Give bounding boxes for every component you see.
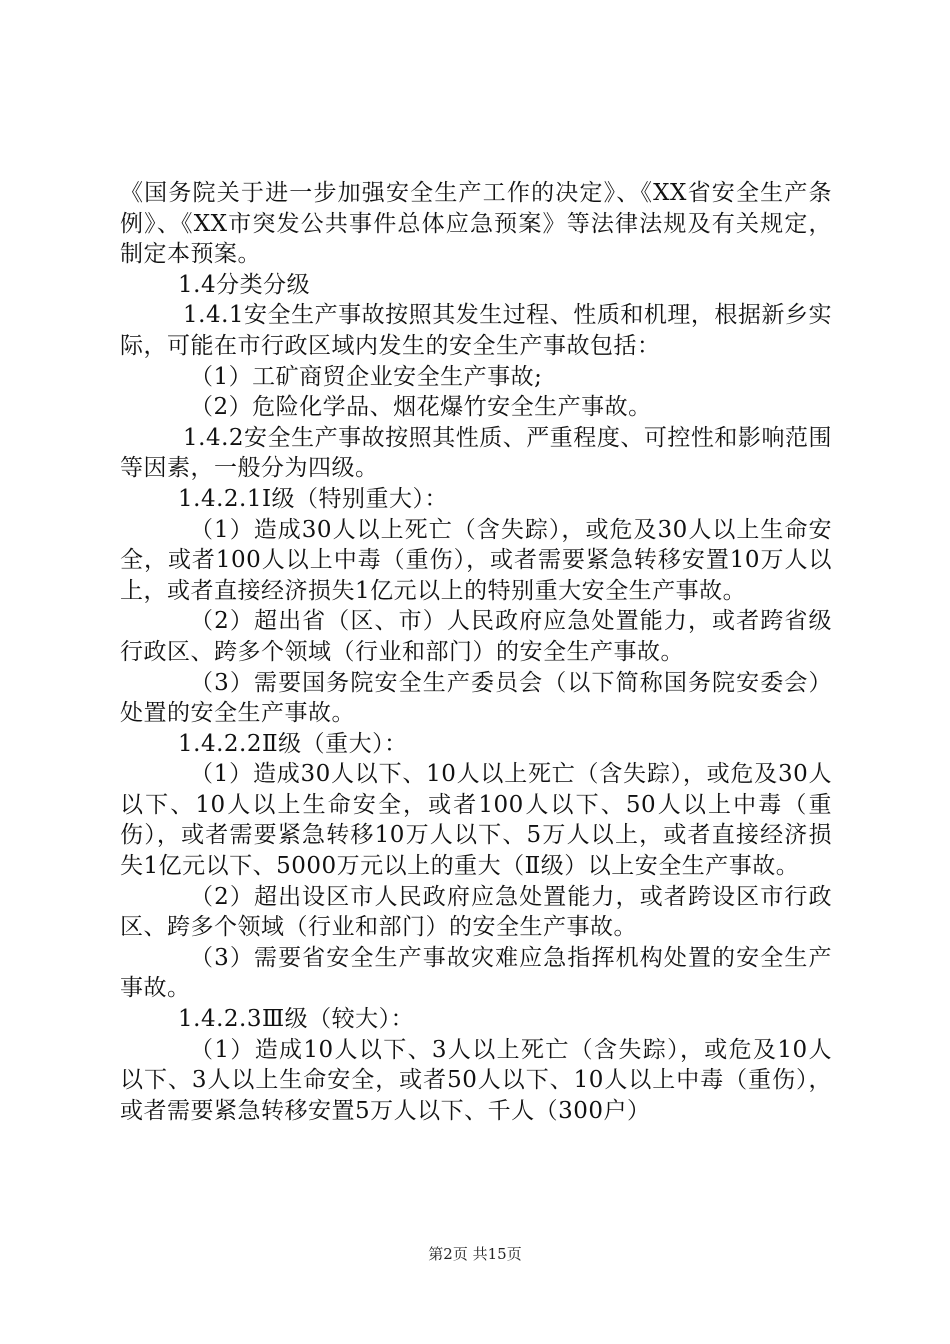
- level-2-item-3: （3）需要省安全生产事故灾难应急指挥机构处置的安全生产事故。: [120, 944, 832, 1002]
- level-1-item-1: （1）造成30人以上死亡（含失踪），或危及30人以上生命安全，或者100人以上中毒（重伤），或者需要紧急转移安置10万人以上，或者直接经济损失1亿元以上的特别重大安全生产事故。: [120, 516, 832, 604]
- level-3-item-1: （1）造成10人以下、3人以上死亡（含失踪），或危及10人以下、3人以上生命安全，或者50人以下、10人以上中毒（重伤），或者需要紧急转移安置5万人以下、千人（300户）: [120, 1036, 832, 1124]
- paragraph-1-4-1: 1.4.1安全生产事故按照其发生过程、性质和机理，根据新乡实际，可能在市行政区域内发生的安全生产事故包括：: [120, 302, 832, 359]
- list-item-hazardous: （2）危险化学品、烟花爆竹安全生产事故。: [190, 394, 652, 421]
- level-1-item-2: （2）超出省（区、市）人民政府应急处置能力，或者跨省级行政区、跨多个领域（行业和部门）的安全生产事故。: [120, 608, 832, 665]
- level-1-item-3: （3）需要国务院安全生产委员会（以下简称国务院安委会）处置的安全生产事故。: [120, 669, 832, 727]
- heading-level-1: 1.4.2.1Ⅰ级（特别重大）：: [178, 485, 449, 512]
- paragraph-1-4-2: 1.4.2安全生产事故按照其性质、严重程度、可控性和影响范围等因素，一般分为四级。: [120, 424, 832, 482]
- paragraph-basis: 《国务院关于进一步加强安全生产工作的决定》、《XX省安全生产条例》、《XX市突发公共事件总体应急预案》等法律法规及有关规定，制定本预案。: [120, 180, 832, 268]
- heading-classification: 1.4分类分级: [178, 271, 311, 298]
- level-2-item-1: （1）造成30人以下、10人以上死亡（含失踪），或危及30人以下、10人以上生命安全，或者100人以下、50人以上中毒（重伤），或者需要紧急转移10万人以下、5万人以上，或者直接经济损失1亿元以下、5000万元以上的重大（Ⅱ级）以上安全生产事故。: [120, 761, 832, 880]
- heading-level-3: 1.4.2.3Ⅲ级（较大）：: [178, 1006, 415, 1033]
- list-item-industrial: （1）工矿商贸企业安全生产事故;: [190, 363, 543, 390]
- heading-level-2: 1.4.2.2Ⅱ级（重大）：: [178, 730, 408, 757]
- document-body: [120, 178, 832, 1126]
- page-footer: 第2页 共15页: [428, 1245, 522, 1263]
- level-2-item-2: （2）超出设区市人民政府应急处置能力，或者跨设区市行政区、跨多个领域（行业和部门）的安全生产事故。: [120, 883, 832, 941]
